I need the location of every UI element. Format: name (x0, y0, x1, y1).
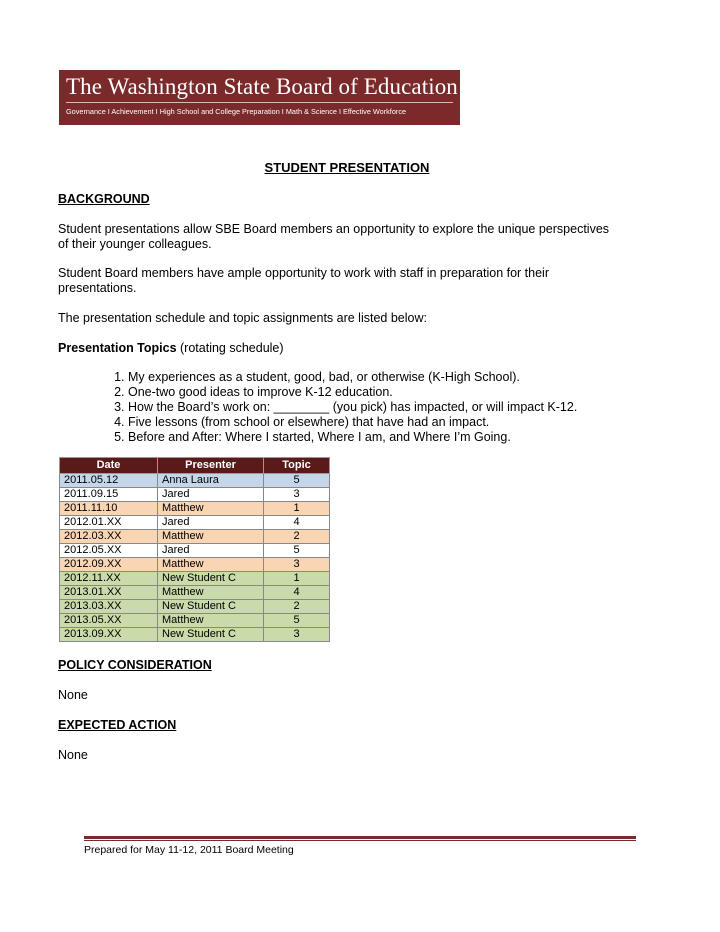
footer-text: Prepared for May 11-12, 2011 Board Meeting (84, 844, 294, 856)
topic-cell: 3 (264, 488, 330, 502)
topic-item: 2. One-two good ideas to improve K-12 education. (128, 385, 577, 400)
table-row (60, 558, 330, 572)
presenter-cell: New Student C (158, 600, 264, 614)
topic-cell: 3 (264, 558, 330, 572)
presenter-cell: Matthew (158, 614, 264, 628)
expected-action-text: None (58, 748, 88, 762)
table-row (60, 502, 330, 516)
topic-cell: 3 (264, 628, 330, 642)
banner-title: The Washington State Board of Education (66, 74, 458, 99)
presenter-cell: Matthew (158, 502, 264, 516)
column-header-date: Date (60, 458, 158, 474)
topic-cell: 4 (264, 516, 330, 530)
presenter-cell: Jared (158, 488, 264, 502)
column-header-topic: Topic (264, 458, 330, 474)
footer-rule (84, 836, 636, 839)
background-para1-line1: Student presentations allow SBE Board members an opportunity to explore the unique perspectives (58, 222, 610, 236)
topic-cell: 5 (264, 544, 330, 558)
date-cell: 2013.01.XX (60, 586, 158, 600)
schedule-table (59, 457, 330, 642)
topic-cell: 2 (264, 600, 330, 614)
background-heading: BACKGROUND (58, 192, 150, 206)
expected-action-heading: EXPECTED ACTION (58, 718, 177, 732)
presenter-cell: New Student C (158, 572, 264, 586)
presenter-cell: Anna Laura (158, 474, 264, 488)
date-cell: 2012.03.XX (60, 530, 158, 544)
background-para3: The presentation schedule and topic assignments are listed below: (58, 311, 427, 325)
topic-cell: 2 (264, 530, 330, 544)
policy-heading: POLICY CONSIDERATION (58, 658, 212, 672)
presenter-cell: New Student C (158, 628, 264, 642)
date-cell: 2013.03.XX (60, 600, 158, 614)
date-cell: 2012.05.XX (60, 544, 158, 558)
page-title: STUDENT PRESENTATION (264, 160, 430, 175)
date-cell: 2012.09.XX (60, 558, 158, 572)
header-banner (59, 70, 460, 125)
table-row (60, 474, 330, 488)
column-header-presenter: Presenter (158, 458, 264, 474)
banner-rule (66, 102, 453, 103)
topic-item: 4. Five lessons (from school or elsewhere) that have had an impact. (128, 415, 577, 430)
topics-heading-bold: Presentation Topics (58, 341, 177, 355)
table-row (60, 586, 330, 600)
table-row (60, 600, 330, 614)
date-cell: 2012.11.XX (60, 572, 158, 586)
presenter-cell: Matthew (158, 586, 264, 600)
topic-item: 1. My experiences as a student, good, bad, or otherwise (K-High School). (128, 370, 577, 385)
topic-cell: 5 (264, 614, 330, 628)
topic-cell: 1 (264, 502, 330, 516)
topic-cell: 4 (264, 586, 330, 600)
banner-subtitle: Governance I Achievement I High School and College Preparation I Math & Science I Effective Workforce (66, 107, 407, 116)
date-cell: 2011.05.12 (60, 474, 158, 488)
table-row (60, 614, 330, 628)
topics-list (86, 370, 577, 445)
presenter-cell: Jared (158, 516, 264, 530)
footer-rule-thin (84, 840, 636, 841)
date-cell: 2011.09.15 (60, 488, 158, 502)
topics-heading (58, 341, 284, 356)
date-cell: 2012.01.XX (60, 516, 158, 530)
topic-item: 5. Before and After: Where I started, Where I am, and Where I’m Going. (128, 430, 577, 445)
table-row (60, 530, 330, 544)
topics-heading-rest: (rotating schedule) (176, 341, 284, 355)
date-cell: 2011.11.10 (60, 502, 158, 516)
presenter-cell: Jared (158, 544, 264, 558)
date-cell: 2013.09.XX (60, 628, 158, 642)
presenter-cell: Matthew (158, 558, 264, 572)
topic-cell: 1 (264, 572, 330, 586)
background-para2-line1: Student Board members have ample opportunity to work with staff in preparation for their (58, 266, 549, 280)
topic-cell: 5 (264, 474, 330, 488)
policy-text: None (58, 688, 88, 702)
table-row (60, 516, 330, 530)
date-cell: 2013.05.XX (60, 614, 158, 628)
topic-item: 3. How the Board’s work on: ________ (you pick) has impacted, or will impact K-12. (128, 400, 577, 415)
background-para2-line2: presentations. (58, 281, 137, 295)
table-header-row (60, 458, 330, 474)
presenter-cell: Matthew (158, 530, 264, 544)
background-para1-line2: of their younger colleagues. (58, 237, 212, 251)
table-row (60, 572, 330, 586)
table-row (60, 544, 330, 558)
table-row (60, 628, 330, 642)
table-row (60, 488, 330, 502)
